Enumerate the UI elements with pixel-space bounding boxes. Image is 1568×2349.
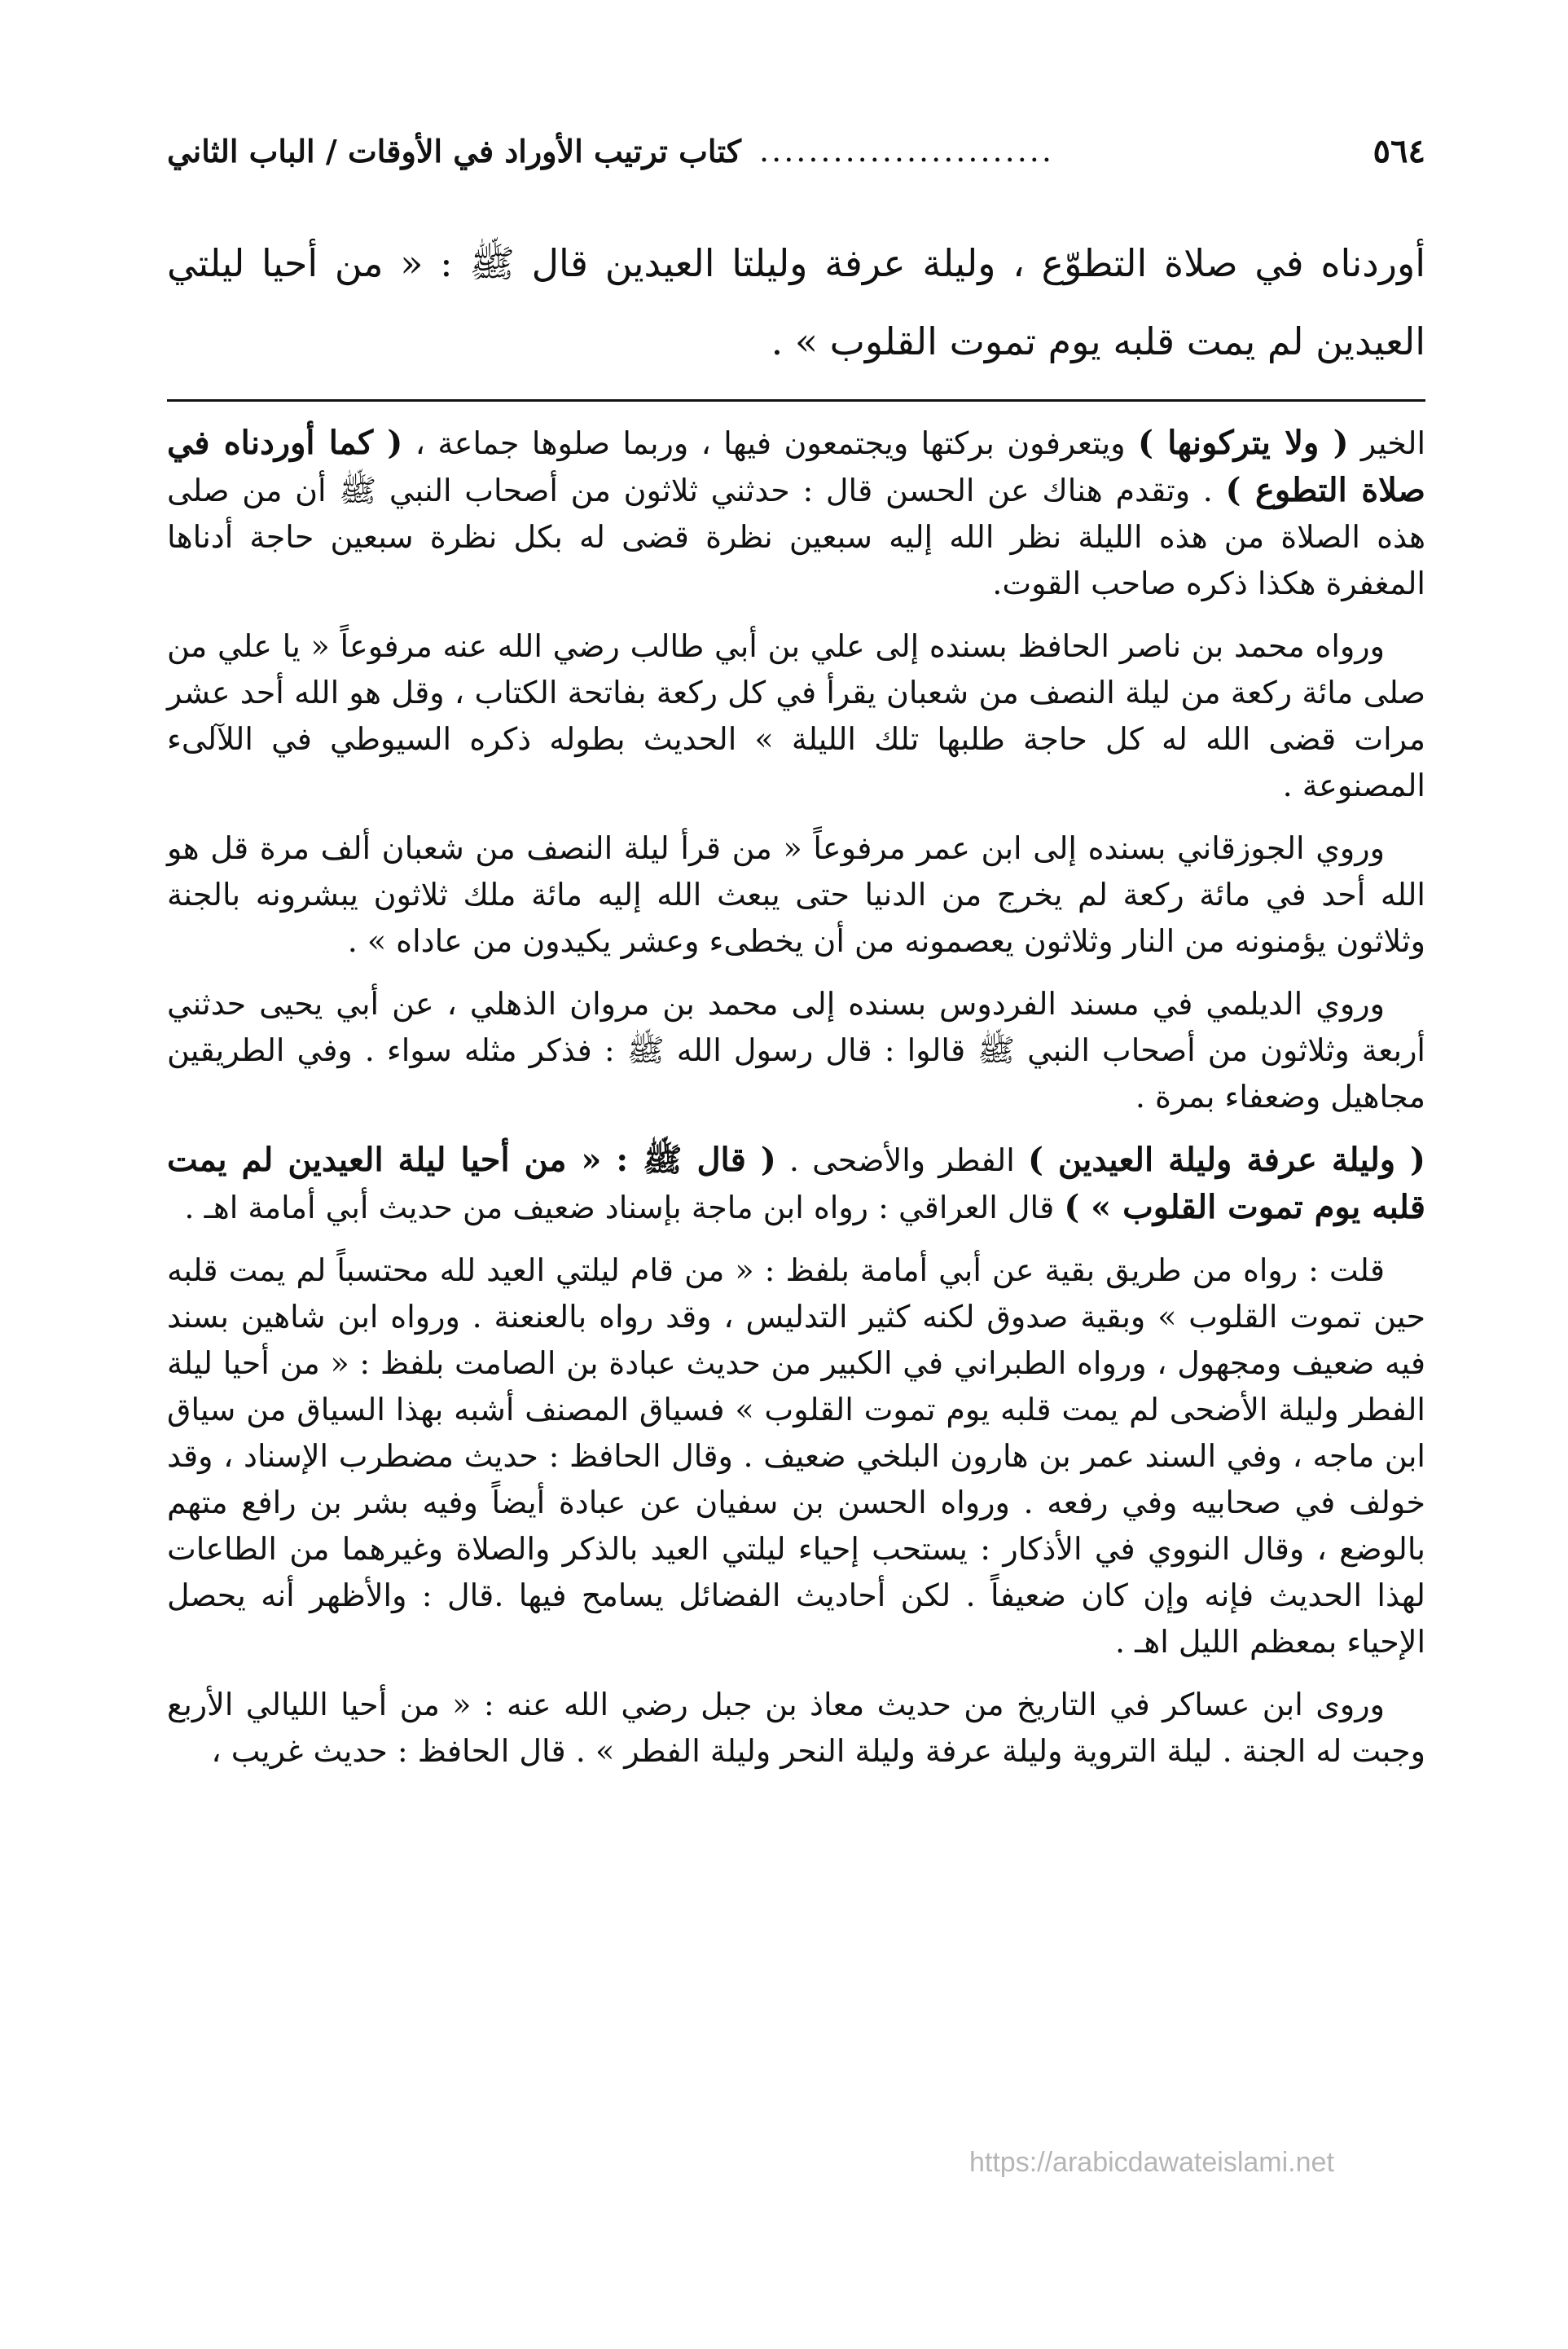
commentary-paragraph-2: ورواه محمد بن ناصر الحافظ بسنده إلى علي بن أبي طالب رضي الله عنه مرفوعاً « يا علي من صلى مائة ركعة من ليلة النصف من شعبان يقرأ في كل ركعة بفاتحة الكتاب ، وقل هو الله أحد عشر مرات قضى الله له كل حاجة طلبها تلك الليلة » الحديث بطوله ذكره السيوطي في اللآلىء المصنوعة . xyxy=(167,628,1425,803)
commentary-paragraph-3: وروي الجوزقاني بسنده إلى ابن عمر مرفوعاً « من قرأ ليلة النصف من شعبان ألف مرة قل هو الله أحد في مائة ركعة لم يخرج من الدنيا حتى يبعث الله إليه مائة ملك ثلاثون يبشرونه بالجنة وثلاثون يؤمنونه من النار وثلاثون يعصمونه من أن يخطىء وعشر يكيدون من عاداه » . xyxy=(167,830,1425,959)
footnote-divider xyxy=(167,399,1425,402)
leader-dots: ........................ xyxy=(759,133,1054,169)
quoted-text-bold: ( ولا يتركونها ) xyxy=(1138,424,1349,462)
commentary-paragraph-7: وروى ابن عساكر في التاريخ من حديث معاذ بن جبل رضي الله عنه : « من أحيا الليالي الأربع وجبت له الجنة . ليلة التروية وليلة عرفة وليلة النحر وليلة الفطر » . قال الحافظ : حديث غريب ، xyxy=(167,1687,1425,1769)
quoted-text-bold: ( وليلة عرفة وليلة العيدين ) xyxy=(1027,1141,1425,1179)
commentary-paragraph-4: وروي الديلمي في مسند الفردوس بسنده إلى محمد بن مروان الذهلي ، عن أبي يحيى حدثني أربعة وثلاثون من أصحاب النبي ﷺ قالوا : قال رسول الله ﷺ : فذكر مثله سواء . وفي الطريقين مجاهيل وضعفاء بمرة . xyxy=(167,986,1425,1115)
quoted-text-bold: ( قال ﷺ : « من أحيا ليلة العيدين لم يمت قلبه يوم تموت القلوب » ) xyxy=(167,1141,1425,1226)
main-text: أوردناه في صلاة التطوّع ، وليلة عرفة وليلتا العيدين قال ﷺ : « من أحيا ليلتي العيدين لم يمت قلبه يوم تموت القلوب » . xyxy=(167,241,1425,363)
commentary-paragraph-6: قلت : رواه من طريق بقية عن أبي أمامة بلفظ : « من قام ليلتي العيد لله محتسباً لم يمت قلبه حين تموت القلوب » وبقية صدوق لكنه كثير التدليس ، وقد رواه بالعنعنة . ورواه ابن شاهين بسند فيه ضعيف ومجهول ، ورواه الطبراني في الكبير من حديث عبادة بن الصامت بلفظ : « من أحيا ليلة الفطر وليلة الأضحى لم يمت قلبه يوم تموت القلوب » فسياق المصنف أشبه بهذا السياق من سياق ابن ماجه ، وفي السند عمر بن هارون البلخي ضعيف . وقال الحافظ : حديث مضطرب الإسناد ، وقد خولف في صحابيه وفي رفعه . ورواه الحسن بن سفيان عن عبادة أيضاً وفيه بشر بن رافع متهم بالوضع ، وقال النووي في الأذكار : يستحب إحياء ليلتي العيد بالذكر والصلاة وغيرهما من الطاعات لهذا الحديث فإنه وإن كان ضعيفاً . لكن أحاديث الفضائل يسامح فيها .قال : والأظهر أنه يحصل الإحياء بمعظم الليل اهـ . xyxy=(167,1252,1425,1660)
page-number: ٥٦٤ xyxy=(1373,131,1425,170)
page-header xyxy=(167,122,1425,179)
commentary-text: قال العراقي : رواه ابن ماجة بإسناد ضعيف من حديث أبي أمامة اهـ . xyxy=(184,1190,1065,1225)
commentary xyxy=(167,420,1425,1791)
running-title: كتاب ترتيب الأوراد في الأوقات / الباب الثاني xyxy=(167,132,742,169)
watermark-url: https://arabicdawateislami.net xyxy=(969,2147,1334,2178)
commentary-paragraph-1 xyxy=(167,420,1425,607)
quoted-text-bold: ( كما أوردناه في صلاة التطوع ) xyxy=(167,424,1425,509)
commentary-text: ويتعرفون بركتها ويجتمعون فيها ، وربما صلوها جماعة ، xyxy=(402,425,1139,461)
commentary-text: . وتقدم هناك عن الحسن قال : حدثني ثلاثون من أصحاب النبي ﷺ أن من صلى هذه الصلاة من هذه الليلة نظر الله إليه سبعين نظرة قضى له بكل نظرة سبعين حاجة أدناها المغفرة هكذا ذكره صاحب القوت. xyxy=(167,473,1425,601)
commentary-paragraph-5 xyxy=(167,1137,1425,1231)
running-title-group xyxy=(167,133,1054,169)
commentary-text: الفطر والأضحى . xyxy=(775,1142,1028,1178)
commentary-text: الخير xyxy=(1348,425,1426,461)
